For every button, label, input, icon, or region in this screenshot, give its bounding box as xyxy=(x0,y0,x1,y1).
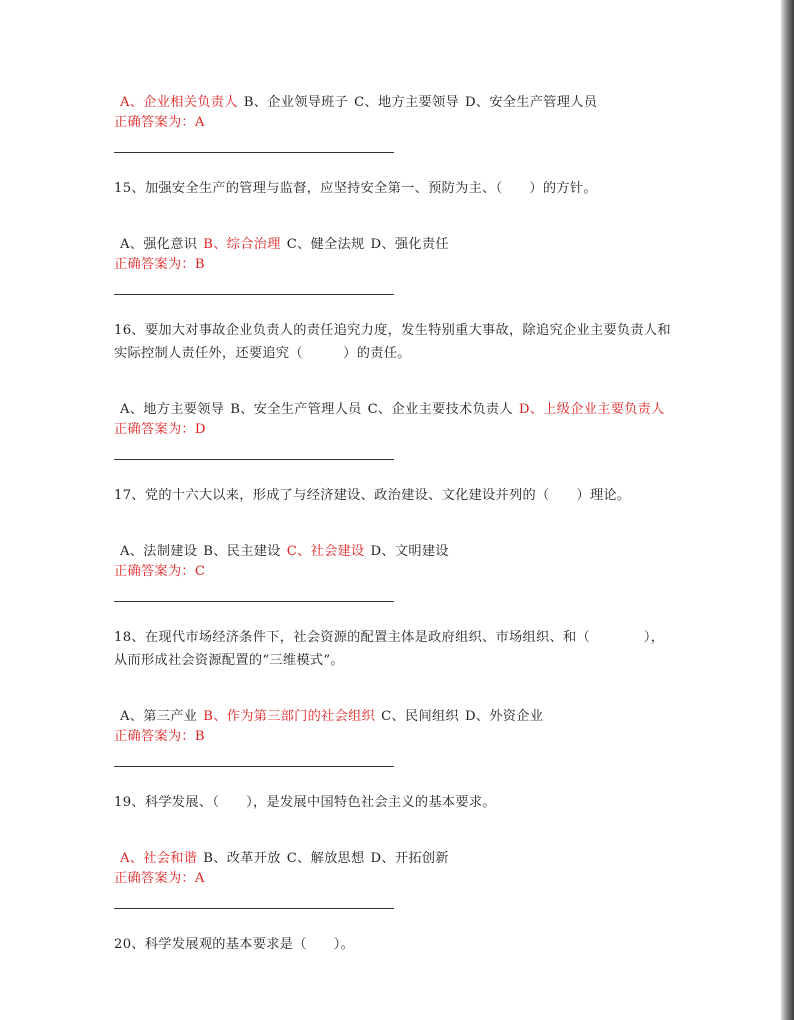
option-c: C、企业主要技术负责人 xyxy=(367,402,513,417)
answer-line: 正确答案为：A xyxy=(114,871,205,886)
option-a: A、强化意识 xyxy=(120,237,198,252)
option-d: D、外资企业 xyxy=(464,709,544,724)
option-a: A、地方主要领导 xyxy=(120,402,225,417)
option-d: D、强化责任 xyxy=(370,237,449,252)
separator-rule xyxy=(114,294,394,295)
question-text: 19、科学发展、（ ），是发展中国特色社会主义的基本要求。 xyxy=(114,795,496,810)
options-line xyxy=(114,541,674,562)
option-b: B、安全生产管理人员 xyxy=(230,402,362,417)
option-b: B、改革开放 xyxy=(203,851,281,866)
separator-rule xyxy=(114,766,394,767)
separator-rule xyxy=(114,601,394,602)
separator-rule xyxy=(114,459,394,460)
options-line xyxy=(114,92,674,113)
question-block-17 xyxy=(114,484,674,602)
question-block-14 xyxy=(114,92,674,153)
answer-line: 正确答案为：D xyxy=(114,422,206,437)
question-block-19 xyxy=(114,791,674,909)
option-a: A、社会和谐 xyxy=(120,851,198,866)
question-block-16 xyxy=(114,319,674,460)
options-line xyxy=(114,234,674,255)
option-c: C、解放思想 xyxy=(286,851,365,866)
answer-line: 正确答案为：B xyxy=(114,257,205,272)
option-c: C、健全法规 xyxy=(286,237,365,252)
option-d: D、开拓创新 xyxy=(370,851,449,866)
option-b: B、民主建设 xyxy=(203,544,281,559)
question-text: 16、要加大对事故企业负责人的责任追究力度，发生特别重大事故，除追究企业主要负责人和实际控制人责任外，还要追究（ ）的责任。 xyxy=(114,323,671,361)
question-text: 18、在现代市场经济条件下，社会资源的配置主体是政府组织、市场组织、和（ ），从而形成社会资源配置的“三维模式”。 xyxy=(114,630,665,668)
question-text: 15、加强安全生产的管理与监督，应坚持安全第一、预防为主、（ ）的方针。 xyxy=(114,181,597,196)
option-c: C、社会建设 xyxy=(286,544,365,559)
option-a: A、第三产业 xyxy=(120,709,198,724)
option-b: B、综合治理 xyxy=(203,237,281,252)
option-d: D、安全生产管理人员 xyxy=(464,95,598,110)
question-list xyxy=(114,92,674,956)
answer-line: 正确答案为：C xyxy=(114,564,206,579)
answer-line: 正确答案为：A xyxy=(114,115,205,130)
option-b: B、企业领导班子 xyxy=(243,95,349,110)
option-c: C、地方主要领导 xyxy=(354,95,459,110)
question-block-15 xyxy=(114,177,674,295)
option-d: D、文明建设 xyxy=(370,544,449,559)
answer-line: 正确答案为：B xyxy=(114,729,205,744)
option-b: B、作为第三部门的社会组织 xyxy=(203,709,376,724)
question-text: 17、党的十六大以来，形成了与经济建设、政治建设、文化建设并列的（ ）理论。 xyxy=(114,488,631,503)
separator-rule xyxy=(114,908,394,909)
option-a: A、法制建设 xyxy=(120,544,198,559)
question-text: 20、科学发展观的基本要求是（ ）。 xyxy=(114,937,355,952)
separator-rule xyxy=(114,152,394,153)
option-c: C、民间组织 xyxy=(381,709,459,724)
question-block-18 xyxy=(114,626,674,767)
options-line xyxy=(114,706,674,727)
option-d: D、上级企业主要负责人 xyxy=(518,402,665,417)
options-line xyxy=(114,399,674,420)
page-edge-shadow xyxy=(781,0,794,1020)
options-line xyxy=(114,848,674,869)
question-block-20 xyxy=(114,933,674,956)
option-a: A、企业相关负责人 xyxy=(120,95,238,110)
